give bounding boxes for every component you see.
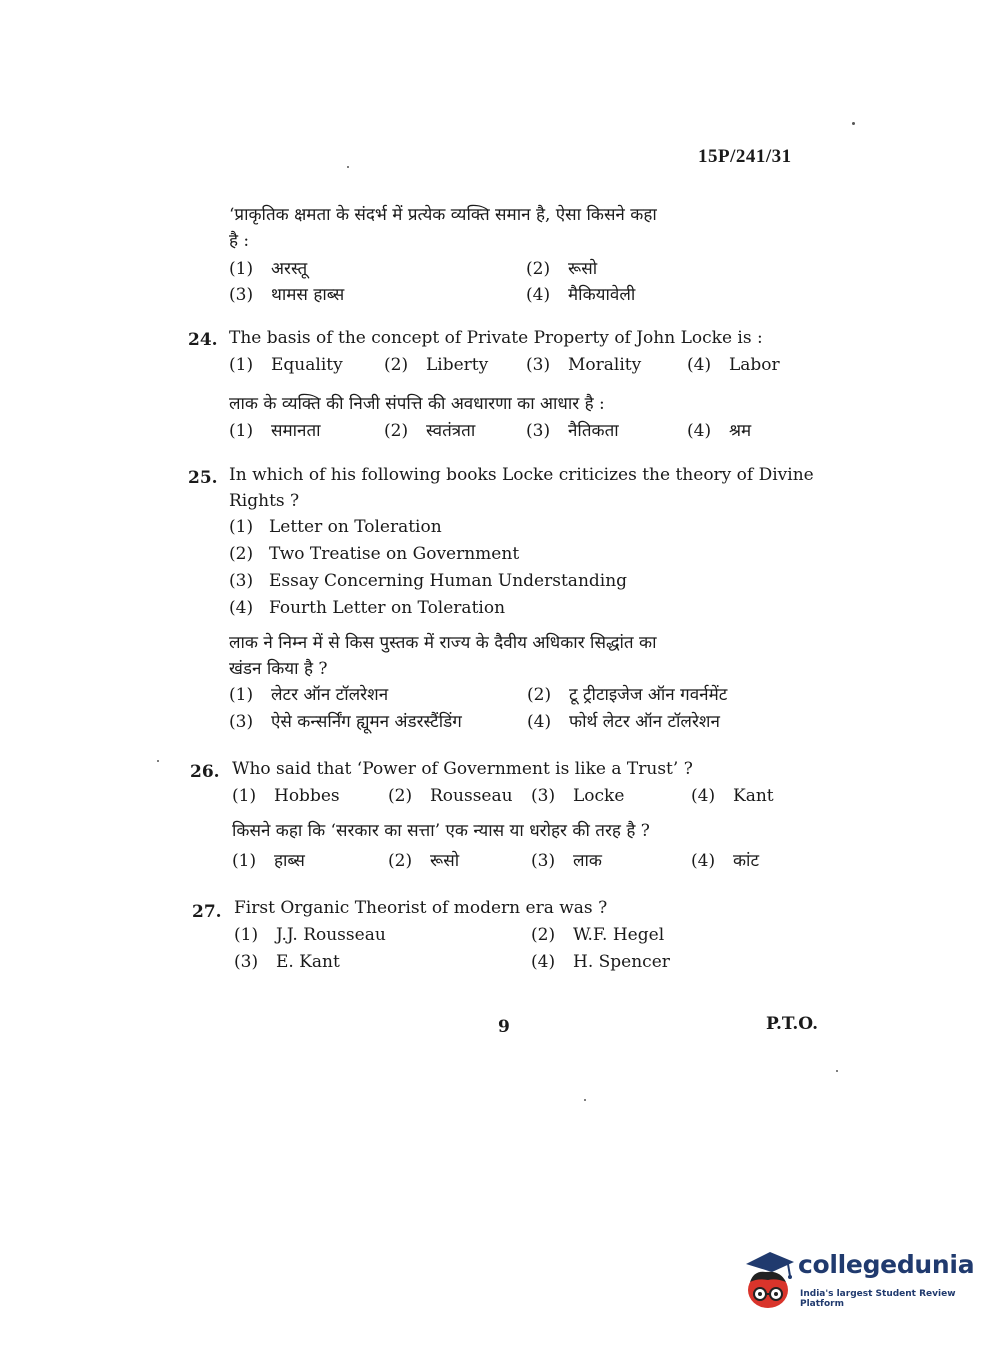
- option-number: (3): [526, 421, 551, 441]
- option-number: (1): [229, 355, 254, 375]
- q25-question-line2: Rights ?: [229, 491, 300, 511]
- option-text: मैकियावेली: [568, 285, 636, 305]
- scan-speck: [157, 760, 159, 762]
- q25-question-line1: In which of his following books Locke criticizes the theory of Divine: [229, 465, 814, 485]
- option-text: Locke: [573, 786, 625, 806]
- page-number: 9: [498, 1017, 510, 1037]
- q24-option-2: [384, 355, 488, 375]
- q23-hindi-option-2: [526, 256, 597, 279]
- q24-number: 24.: [188, 330, 218, 350]
- option-number: (1): [229, 421, 254, 441]
- q24-options-row: [229, 355, 789, 379]
- option-text: Labor: [729, 355, 780, 375]
- q25-option-2: [229, 544, 519, 564]
- scan-speck: [347, 166, 349, 168]
- q24-option-3: [526, 355, 641, 375]
- scan-speck: [852, 122, 855, 125]
- option-number: (3): [229, 285, 254, 305]
- q24-hindi-question: लाक के व्यक्ति की निजी संपत्ति की अवधारणा का आधार है :: [229, 394, 605, 414]
- q24-option-4: [687, 355, 780, 375]
- option-text: Kant: [733, 786, 774, 806]
- q26-option-3: [531, 786, 624, 806]
- mascot-icon: [740, 1248, 802, 1312]
- option-text: टू ट्रीटाइजेज ऑन गवर्नमेंट: [569, 685, 728, 705]
- option-number: (4): [691, 786, 716, 806]
- option-text: Two Treatise on Government: [269, 544, 520, 564]
- q26-hindi-option-4: [691, 848, 759, 871]
- collegedunia-watermark: [740, 1248, 975, 1318]
- option-text: Equality: [271, 355, 343, 375]
- q25-hindi-question-line1: लाक ने निम्न में से किस पुस्तक में राज्य के दैवीय अधिकार सिद्धांत का: [229, 633, 657, 653]
- q23-hindi-question-line2: है :: [229, 231, 250, 251]
- q26-hindi-option-2: [388, 848, 459, 871]
- q26-hindi-option-3: [531, 848, 602, 871]
- q26-hindi-question: किसने कहा कि ‘सरकार का सत्ता’ एक न्यास या धरोहर की तरह है ?: [232, 821, 650, 841]
- option-text: थामस हाब्स: [271, 285, 345, 305]
- q24-option-1: [229, 355, 343, 375]
- option-number: (3): [234, 952, 259, 972]
- option-number: (4): [531, 952, 556, 972]
- option-text: ऐसे कन्सर्निंग ह्यूमन अंडरस्टैंडिंग: [271, 712, 462, 732]
- q26-hindi-options-row: [232, 848, 792, 872]
- option-number: (2): [229, 544, 254, 564]
- q24-question: The basis of the concept of Private Property of John Locke is :: [229, 328, 763, 348]
- option-number: (4): [687, 421, 712, 441]
- option-text: अरस्तू: [271, 259, 308, 279]
- option-text: H. Spencer: [573, 952, 670, 972]
- option-number: (4): [526, 285, 551, 305]
- q27-option-2: [531, 925, 664, 945]
- q24-hindi-option-1: [229, 418, 321, 441]
- option-text: स्वतंत्रता: [426, 421, 476, 441]
- q27-option-4: [531, 952, 670, 972]
- q25-hindi-options-row1: [229, 682, 799, 706]
- option-text: फोर्थ लेटर ऑन टॉलरेशन: [569, 712, 720, 732]
- q27-options-row1: [234, 925, 794, 949]
- option-text: लेटर ऑन टॉलरेशन: [271, 685, 389, 705]
- q26-options-row: [232, 786, 792, 810]
- brand-name: collegedunia: [798, 1250, 975, 1279]
- q25-hindi-options-row2: [229, 709, 799, 733]
- q24-hindi-option-4: [687, 418, 751, 441]
- scan-speck: [584, 1099, 586, 1101]
- option-text: J.J. Rousseau: [276, 925, 386, 945]
- q26-hindi-option-1: [232, 848, 305, 871]
- option-number: (4): [687, 355, 712, 375]
- option-number: (4): [527, 712, 552, 732]
- q23-hindi-option-3: [229, 282, 344, 305]
- q25-option-4: [229, 598, 505, 618]
- option-text: कांट: [733, 851, 760, 871]
- q23-hindi-option-1: [229, 256, 307, 279]
- q25-hindi-option-2: [527, 682, 727, 705]
- q27-option-1: [234, 925, 386, 945]
- q27-options-row2: [234, 952, 794, 976]
- q27-option-3: [234, 952, 340, 972]
- q24-hindi-option-3: [526, 418, 619, 441]
- option-text: नैतिकता: [568, 421, 619, 441]
- q23-hindi-option-4: [526, 282, 635, 305]
- option-number: (1): [229, 259, 254, 279]
- option-text: रूसो: [430, 851, 460, 871]
- option-text: श्रम: [729, 421, 752, 441]
- option-number: (2): [527, 685, 552, 705]
- option-text: Liberty: [426, 355, 489, 375]
- q25-option-3: [229, 571, 627, 591]
- q26-question: Who said that ‘Power of Government is like a Trust’ ?: [232, 759, 693, 779]
- option-text: Rousseau: [430, 786, 513, 806]
- brand-tagline: India's largest Student Review Platform: [800, 1289, 956, 1309]
- option-number: (3): [531, 786, 556, 806]
- option-number: (4): [691, 851, 716, 871]
- option-text: Fourth Letter on Toleration: [269, 598, 506, 618]
- option-text: रूसो: [568, 259, 598, 279]
- option-text: हाब्स: [274, 851, 305, 871]
- q26-option-2: [388, 786, 513, 806]
- option-number: (2): [531, 925, 556, 945]
- scan-speck: [836, 1070, 838, 1072]
- pto-label: P.T.O.: [766, 1014, 818, 1034]
- q26-option-4: [691, 786, 774, 806]
- option-text: Essay Concerning Human Understanding: [269, 571, 628, 591]
- option-number: (1): [229, 685, 254, 705]
- option-number: (1): [234, 925, 259, 945]
- option-text: समानता: [271, 421, 321, 441]
- option-number: (1): [232, 851, 257, 871]
- paper-code: 15P/241/31: [698, 146, 792, 167]
- q24-hindi-option-2: [384, 418, 475, 441]
- option-number: (2): [388, 786, 413, 806]
- option-text: W.F. Hegel: [573, 925, 665, 945]
- q24-hindi-options-row: [229, 418, 789, 442]
- q25-option-1: [229, 517, 442, 537]
- q26-option-1: [232, 786, 340, 806]
- q27-question: First Organic Theorist of modern era was ?: [234, 898, 608, 918]
- option-number: (2): [384, 421, 409, 441]
- q27-number: 27.: [192, 902, 222, 922]
- option-number: (1): [232, 786, 257, 806]
- option-number: (4): [229, 598, 254, 618]
- option-text: लाक: [573, 851, 602, 871]
- option-number: (3): [229, 712, 254, 732]
- option-number: (1): [229, 517, 254, 537]
- option-text: Morality: [568, 355, 642, 375]
- option-number: (3): [531, 851, 556, 871]
- q25-number: 25.: [188, 468, 218, 488]
- q26-number: 26.: [190, 762, 220, 782]
- q25-hindi-option-1: [229, 682, 388, 705]
- option-number: (2): [388, 851, 413, 871]
- q23-hindi-question-line1: ‘प्राकृतिक क्षमता के संदर्भ में प्रत्येक व्यक्ति समान है, ऐसा किसने कहा: [229, 205, 657, 225]
- option-number: (3): [229, 571, 254, 591]
- option-text: E. Kant: [276, 952, 340, 972]
- q25-hindi-question-line2: खंडन किया है ?: [229, 659, 328, 679]
- option-number: (3): [526, 355, 551, 375]
- option-number: (2): [384, 355, 409, 375]
- q23-hindi-options-row2: [229, 282, 789, 306]
- q25-hindi-option-4: [527, 709, 720, 732]
- option-text: Letter on Toleration: [269, 517, 442, 537]
- q25-hindi-option-3: [229, 709, 462, 732]
- option-text: Hobbes: [274, 786, 340, 806]
- q23-hindi-options-row1: [229, 256, 789, 280]
- option-number: (2): [526, 259, 551, 279]
